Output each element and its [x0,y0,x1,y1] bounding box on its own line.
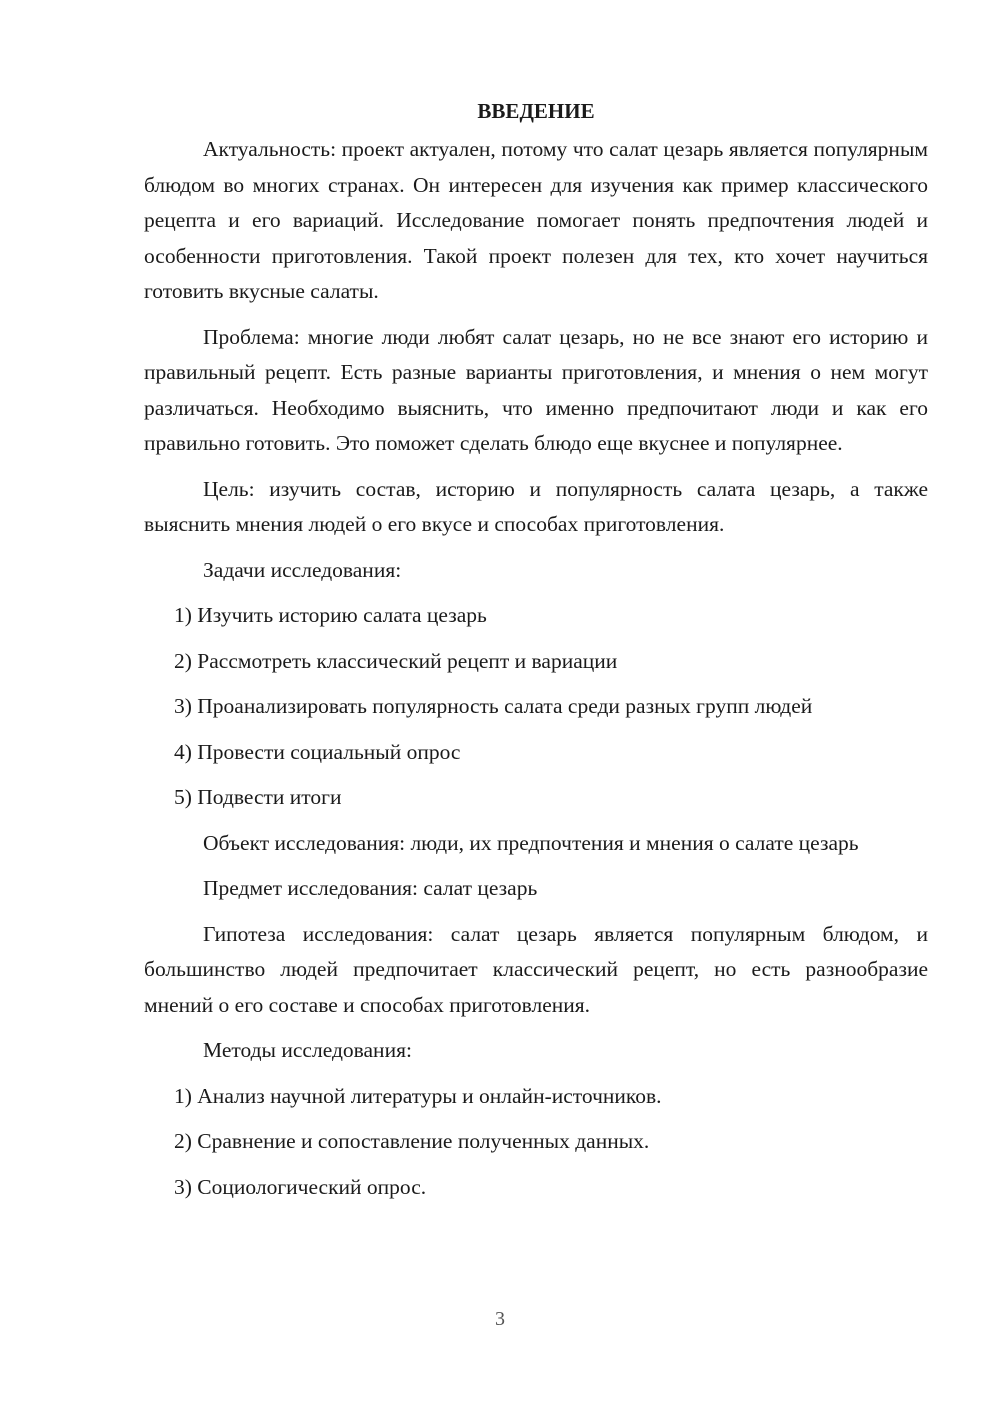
tasks-heading: Задачи исследования: [203,557,402,582]
paragraph-goal: Цель: изучить состав, историю и популярность салата цезарь, а также выяснить мнения людей о его вкусе и способах приготовления. [144,476,928,536]
paragraph-hypothesis: Гипотеза исследования: салат цезарь является популярным блюдом, и большинство людей предпочитает классический рецепт, но есть разнообразие мнений о его составе и способах приготовления. [144,921,928,1017]
tasks-list [144,598,928,816]
paragraph-object: Объект исследования: люди, их предпочтения и мнения о салате цезарь [203,830,859,855]
list-item: 2) Сравнение и сопоставление полученных данных. [174,1129,650,1153]
methods-list [144,1079,928,1206]
list-item: 4) Провести социальный опрос [174,739,461,764]
list-item: 3) Социологический опрос. [174,1174,427,1199]
list-item: 2) Рассмотреть классический рецепт и вариации [174,648,618,673]
document-page [144,96,928,1215]
page-number: 3 [495,1308,505,1330]
list-item: 5) Подвести итоги [174,785,342,809]
paragraph-subject: Предмет исследования: салат цезарь [203,876,538,900]
paragraph-relevance: Актуальность: проект актуален, потому что салат цезарь является популярным блюдом во многих странах. Он интересен для изучения как пример классического рецепта и его вариаций. Исследование помогает понять предпочтения людей и особенности приготовления. Такой проект полезен для тех, кто хочет научиться готовить вкусные салаты. [144,137,928,303]
list-item: 3) Проанализировать популярность салата среди разных групп людей [174,694,813,718]
paragraph-problem: Проблема: многие люди любят салат цезарь, но не все знают его историю и правильный рецепт. Есть разные варианты приготовления, и мнения о нем могут различаться. Необходимо выяснить, что именно предпочитают люди и как его правильно готовить. Это поможет сделать блюдо еще вкуснее и популярнее. [144,324,928,455]
methods-heading: Методы исследования: [203,1038,412,1062]
list-item: 1) Изучить историю салата цезарь [174,603,487,627]
section-title: ВВЕДЕНИЕ [477,99,595,123]
list-item: 1) Анализ научной литературы и онлайн-источников. [174,1083,662,1108]
